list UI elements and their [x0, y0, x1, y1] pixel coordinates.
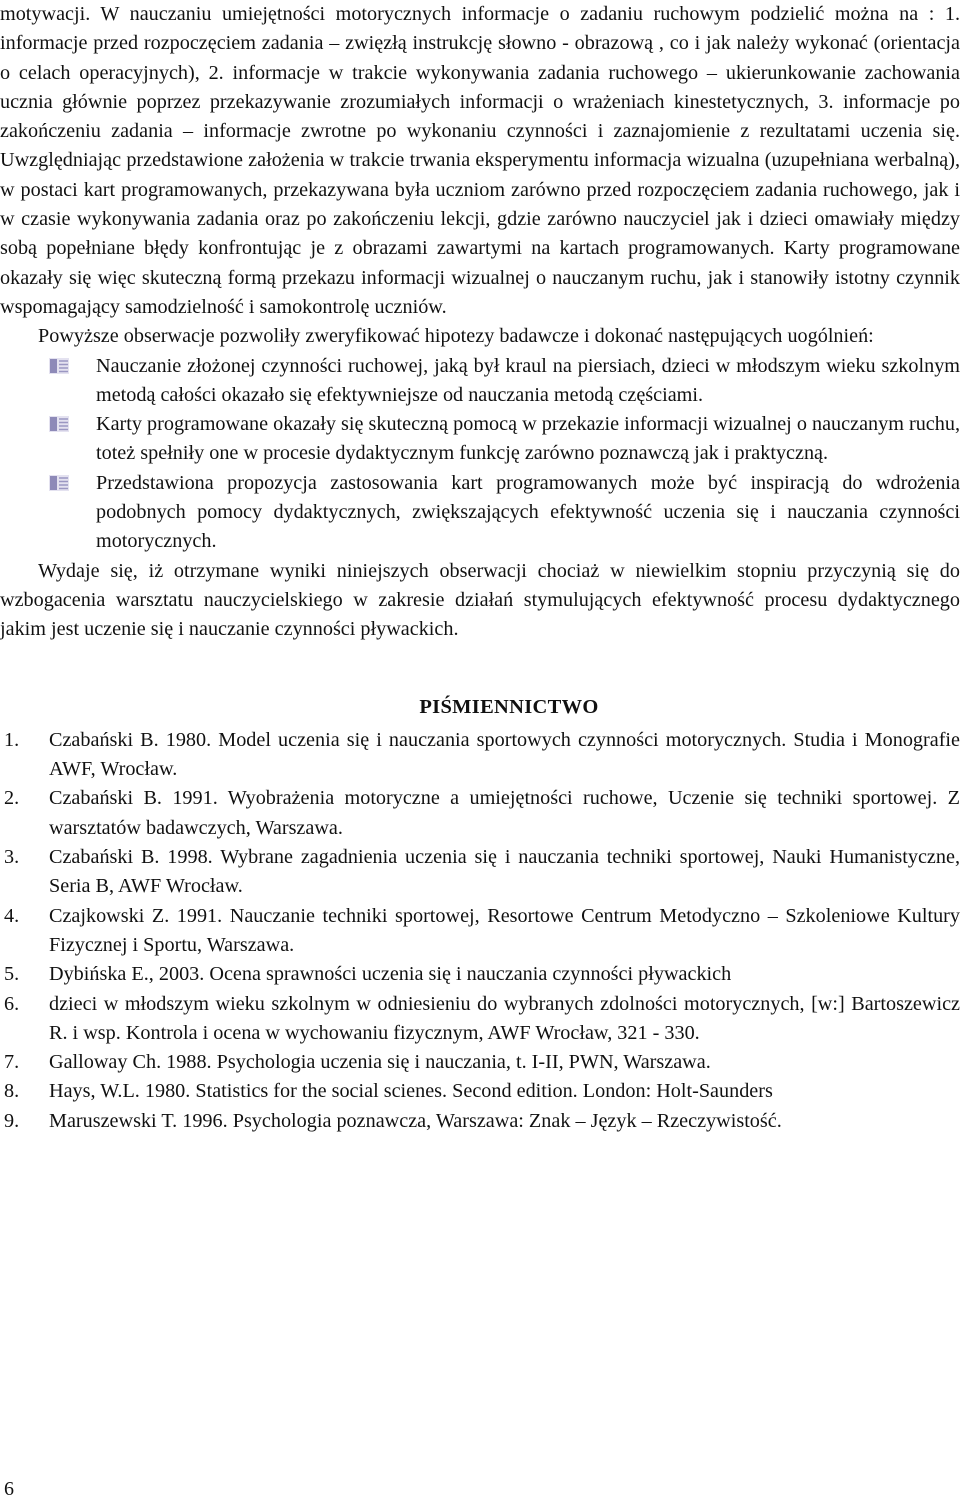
- conclusion-text: Karty programowane okazały się skuteczną pomocą w przekazie informacji wizualnej o nauczanym ruchu, toteż spełniły one w procesie dydaktycznym funkcję zarówno poznawczą jak i praktyczną.: [96, 413, 960, 465]
- list-item: [0, 990, 960, 1049]
- reference-number: 2.: [4, 787, 20, 810]
- reference-text: Czabański B. 1980. Model uczenia się i nauczania sportowych czynności motorycznych. Studia i Monografie AWF, Wrocław.: [49, 728, 960, 781]
- reference-text: Maruszewski T. 1996. Psychologia poznawcza, Warszawa: Znak – Język – Rzeczywistość.: [49, 1109, 782, 1132]
- conclusion-text: Nauczanie złożonej czynności ruchowej, jaką był kraul na piersiach, dzieci w młodszym wieku szkolnym metodą całości okazało się efektywniejsze od nauczania metodą częściami.: [96, 354, 960, 406]
- page-number: 6: [4, 1478, 14, 1500]
- list-item: [0, 1107, 960, 1136]
- references-list: [0, 726, 960, 1136]
- list-bullet-icon: [49, 416, 69, 432]
- reference-number: 7.: [4, 1051, 20, 1074]
- list-bullet-icon: [49, 358, 69, 374]
- list-bullet-icon: [49, 475, 69, 491]
- reference-text: Galloway Ch. 1988. Psychologia uczenia się i nauczania, t. I-II, PWN, Warszawa.: [49, 1051, 711, 1074]
- list-item: [0, 784, 960, 843]
- conclusion-text: Przedstawiona propozycja zastosowania kart programowanych może być inspiracją do wdrożenia podobnych pomocy dydaktycznych, zwiększających efektywność uczenia się i nauczania czynności motorycznych.: [96, 471, 960, 553]
- list-item: [0, 469, 960, 557]
- reference-text: dzieci w młodszym wieku szkolnym w odniesieniu do wybranych zdolności motorycznych, [w:] Bartoszewicz R. i wsp. Kontrola i ocena w wychowaniu fizycznym, AWF Wrocław, 321 - 330.: [49, 992, 960, 1044]
- list-item: [0, 1048, 960, 1077]
- reference-text: Czabański B. 1991. Wyobrażenia motoryczne a umiejętności ruchowe, Uczenie się techniki sportowej. Z warsztatów badawczych, Warszawa.: [49, 787, 960, 839]
- reference-number: 3.: [4, 846, 20, 869]
- list-item: [0, 960, 960, 989]
- list-item: [0, 902, 960, 961]
- list-item: [0, 410, 960, 469]
- reference-number: 4.: [4, 904, 20, 927]
- reference-text: Dybińska E., 2003. Ocena sprawności uczenia się i nauczania czynności pływackich: [49, 963, 732, 986]
- reference-number: 9.: [4, 1109, 20, 1132]
- reference-number: 6.: [4, 992, 20, 1015]
- reference-number: 8.: [4, 1080, 20, 1103]
- body-paragraph-2: Powyższe obserwacje pozwoliły zweryfikować hipotezy badawcze i dokonać następujących uogólnień:: [38, 325, 874, 348]
- reference-text: Czajkowski Z. 1991. Nauczanie techniki sportowej, Resortowe Centrum Metodyczno – Szkoleniowe Kultury Fizycznej i Sportu, Warszawa.: [49, 904, 960, 956]
- reference-number: 5.: [4, 963, 20, 986]
- reference-text: Hays, W.L. 1980. Statistics for the social scienes. Second edition. London: Holt-Saunders: [49, 1080, 773, 1103]
- reference-number: 1.: [4, 728, 20, 751]
- conclusions-list: [0, 352, 960, 557]
- bibliography-heading: PIŚMIENNICTWO: [419, 695, 599, 718]
- reference-text: Czabański B. 1998. Wybrane zagadnienia uczenia się i nauczania techniki sportowej, Nauki Humanistyczne, Seria B, AWF Wrocław.: [49, 846, 960, 898]
- list-item: [0, 726, 960, 785]
- body-paragraph-1: motywacji. W nauczaniu umiejętności motorycznych informacje o zadaniu ruchowym podzielić można na : 1. informacje przed rozpoczęciem zadania – zwięzłą instrukcję słowno - obrazową , co i jak należy wykonać (orientacja o celach operacyjnych), 2. informacje w trakcie wykonywania zadania ruchowego – ukierunkowanie zachowania ucznia głównie poprzez przekazywanie zrozumiałych informacji o wrażeniach kinestetycznych, 3. informacje po zakończeniu zadania – informacje zwrotne po wykonaniu czynności i zaznajomienie z rezultatami uczenia się. Uwzględniając przedstawione założenia w trakcie trwania eksperymentu informacja wizualna (uzupełniana werbalną), w postaci kart programowanych, przekazywana była uczniom zarówno przed rozpoczęciem zadania ruchowego, jak i w czasie wykonywania zadania oraz po zakończeniu lekcji, gdzie zarówno nauczyciel jak i dzieci omawiały między sobą popełniane błędy konfrontując je z obrazami zawartymi na kartach programowanych. Karty programowane okazały się więc skuteczną formą przekazu informacji wizualnej o nauczanym ruchu, jak i stanowiły istotny czynnik wspomagający samodzielność i samokontrolę uczniów.: [0, 3, 960, 318]
- list-item: [0, 843, 960, 902]
- list-item: [0, 1077, 960, 1106]
- body-paragraph-3: Wydaje się, iż otrzymane wyniki niniejszych obserwacji chociaż w niewielkim stopniu przyczynią się do wzbogacenia warsztatu nauczycielskiego w zakresie działań stymulujących efektywność procesu dydaktycznego jakim jest uczenie się i nauczanie czynności pływackich.: [0, 559, 960, 641]
- list-item: [0, 352, 960, 411]
